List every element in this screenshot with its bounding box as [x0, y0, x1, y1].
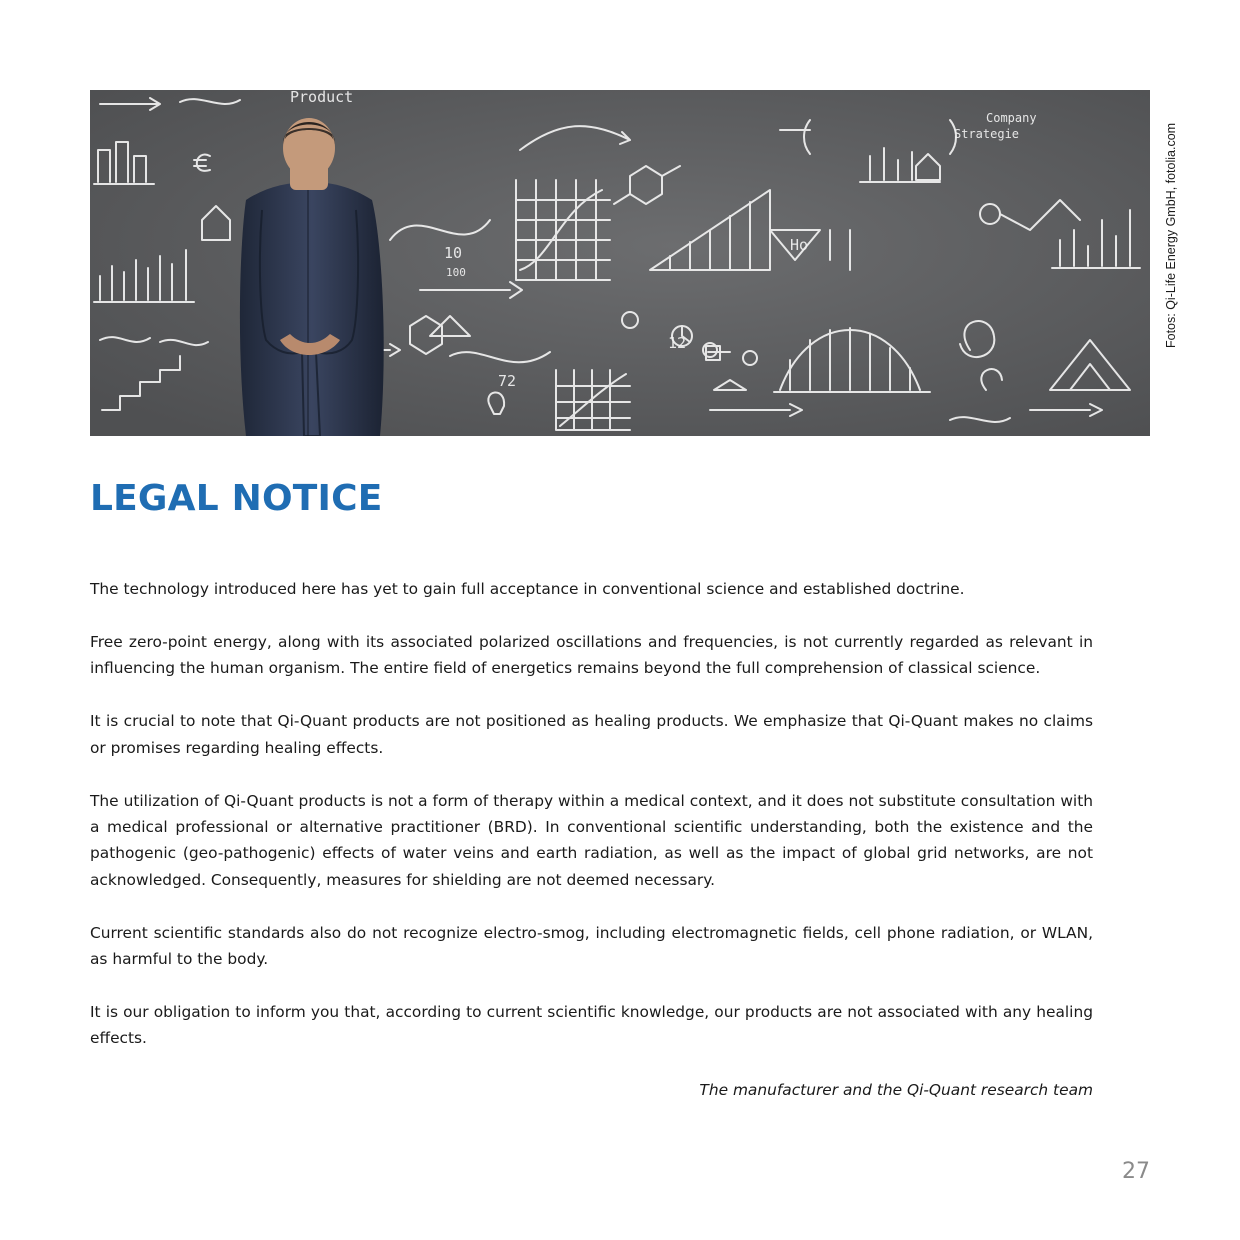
- page-title: LEGAL NOTICE: [90, 478, 383, 519]
- paragraph-zero-point-energy: Free zero-point energy, along with its associated polarized oscillations and frequencies, is not currently regarded as relevant in influencing the human organism. The entire field of energetics remains beyond the full comprehension of classical science.: [90, 632, 1093, 678]
- svg-text:Product: Product: [290, 90, 354, 106]
- paragraph-obligation: It is our obligation to inform you that, according to current scientific knowledge, our products are not associated with any healing effects.: [90, 1002, 1093, 1048]
- page-number: 27: [1122, 1159, 1150, 1184]
- svg-text:72: 72: [498, 372, 517, 390]
- hero-image: [90, 90, 1150, 436]
- svg-text:Company: Company: [986, 111, 1037, 125]
- legal-notice-body: [90, 576, 1093, 1078]
- signature: The manufacturer and the Qi-Quant research team: [699, 1081, 1093, 1099]
- svg-text:100: 100: [446, 266, 466, 279]
- paragraph-acceptance: The technology introduced here has yet to gain full acceptance in conventional science and established doctrine.: [90, 580, 965, 598]
- chalkboard-illustration: [90, 90, 1150, 436]
- svg-text:Strategie: Strategie: [954, 127, 1020, 141]
- svg-text:12: 12: [668, 334, 687, 352]
- photo-credit: [1164, 92, 1176, 348]
- photo-credit-text: Fotos: Qi-Life Energy GmbH, fotolia.com: [1164, 122, 1178, 348]
- paragraph-electro-smog: Current scientific standards also do not recognize electro-smog, including electromagnetic fields, cell phone radiation, or WLAN, as harmful to the body.: [90, 923, 1093, 969]
- svg-text:10: 10: [444, 244, 463, 262]
- svg-text:Ho: Ho: [790, 236, 809, 254]
- paragraph-not-therapy: The utilization of Qi-Quant products is not a form of therapy within a medical context, and it does not substitute consultation with a medical professional or alternative practitioner (BRD). In conventional scientific understanding, both the existence and the pathogenic (geo-pathogenic) effects of water veins and earth radiation, as well as the impact of global grid networks, are not acknowledged. Consequently, measures for shielding are not deemed necessary.: [90, 791, 1093, 889]
- paragraph-no-healing-claims: It is crucial to note that Qi-Quant products are not positioned as healing products. We emphasize that Qi-Quant makes no claims or promises regarding healing effects.: [90, 712, 1093, 757]
